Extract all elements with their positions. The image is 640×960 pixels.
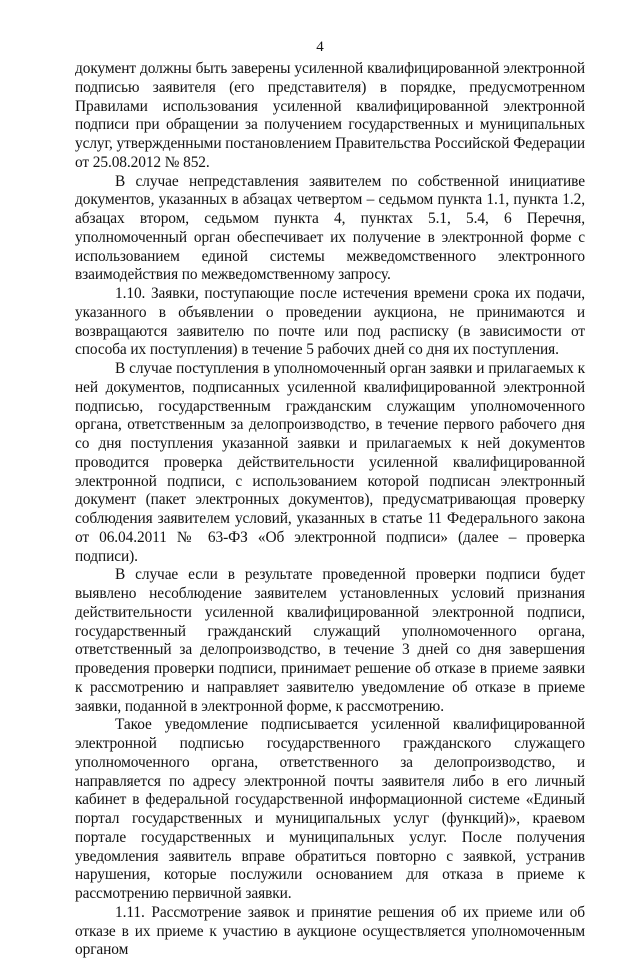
- paragraph-refusal-decision: В случае если в результате проведенной проверки подписи будет выявлено несоблюдение заявителем установленных условий признания действительности усиленной квалифицированной электронной подписи, государственный гражданский служащий уполномоченного органа, ответственный за делопроизводство, в течение 3 дней со дня завершения проведения проверки подписи, принимает решение об отказе в приеме заявки к рассмотрению и направляет заявителю уведомление об отказе в приеме заявки, поданной в электронной форме, к рассмотрению.: [75, 566, 585, 715]
- document-body: [75, 60, 585, 960]
- paragraph-signature-check: В случае поступления в уполномоченный орган заявки и прилагаемых к ней документов, подписанных усиленной квалифицированной электронной подписью, государственным гражданским служащим уполномоченного органа, ответственным за делопроизводство, в течение первого рабочего дня со дня поступления указанной заявки и прилагаемых к ней документов проводится проверка действительности усиленной квалифицированной электронной подписи, с использованием которой подписан электронный документ (пакет электронных документов), предусматривающая проверку соблюдения заявителем условий, указанных в статье 11 Федерального закона от 06.04.2011 № 63-ФЗ «Об электронной подписи» (далее – проверка подписи).: [75, 360, 585, 565]
- paragraph-notification: Такое уведомление подписывается усиленной квалифицированной электронной подписью государственного гражданского служащего уполномоченного органа, ответственного за делопроизводство, и направляется по адресу электронной почты заявителя либо в его личный кабинет в федеральной государственной информационной системе «Единый портал государственных и муниципальных услуг (функций)», краевом портале государственных и муниципальных услуг. После получения уведомления заявитель вправе обратиться повторно с заявкой, устранив нарушения, которые послужили основанием для отказа в приеме к рассмотрению первичной заявки.: [75, 716, 585, 902]
- paragraph-continuation: документ должны быть заверены усиленной квалифицированной электронной подписью заявителя (его представителя) в порядке, предусмотренном Правилами использования усиленной квалифицированной электронной подписи при обращении за получением государственных и муниципальных услуг, утвержденными постановлением Правительства Российской Федерации от 25.08.2012 № 852.: [75, 60, 585, 171]
- paragraph-clause-1-11: 1.11. Рассмотрение заявок и принятие решения об их приеме или об отказе в их приеме к участию в аукционе осуществляется уполномоченным органом: [75, 903, 585, 959]
- paragraph-interagency-request: В случае непредставления заявителем по собственной инициативе документов, указанных в абзацах четвертом – седьмом пункта 1.1, пункта 1.2, абзацах втором, седьмом пункта 4, пунктах 5.1, 5.4, 6 Перечня, уполномоченный орган обеспечивает их получение в электронной форме с использованием единой системы межведомственного электронного взаимодействия по межведомственному запросу.: [75, 172, 585, 284]
- paragraph-clause-1-10: 1.10. Заявки, поступающие после истечения времени срока их подачи, указанного в объявлении о проведении аукциона, не принимаются и возвращаются заявителю по почте или под расписку (в зависимости от способа их поступления) в течение 5 рабочих дней со дня их поступления.: [75, 285, 585, 359]
- page-number: 4: [316, 39, 324, 55]
